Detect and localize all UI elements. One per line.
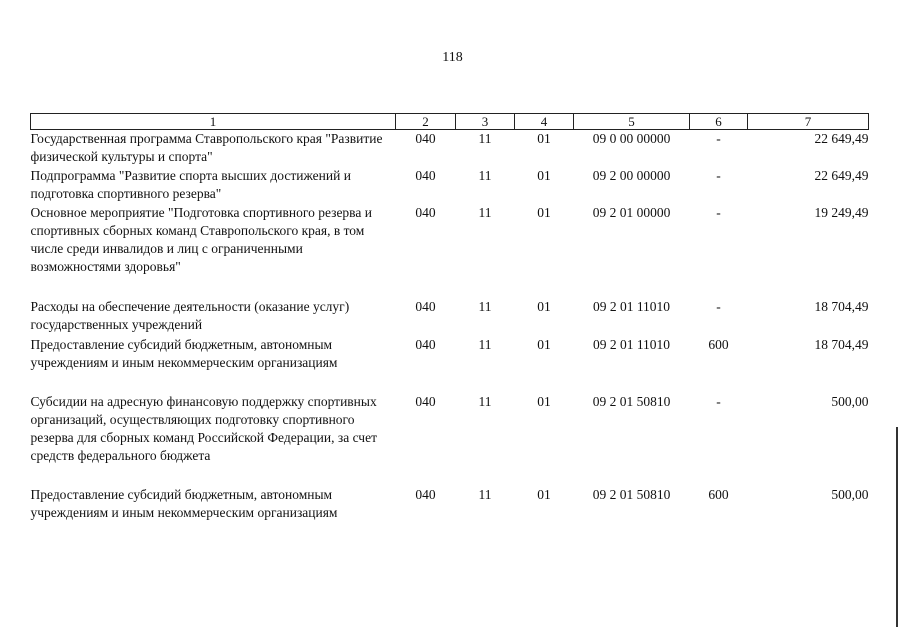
- header-row: [31, 114, 869, 130]
- row-col-4: 01: [537, 131, 551, 146]
- row-col-7: 19 249,49: [814, 204, 869, 220]
- row-name: Основное мероприятие "Подготовка спортивного резерва и спортивных сборных команд Ставропольского края, в том числе среди инвалидов и лиц с ограниченными возможностями здоровья": [30, 204, 372, 274]
- row-col-5: 09 2 00 00000: [592, 167, 671, 183]
- row-name: Субсидии на адресную финансовую поддержку спортивных организаций, осуществляющих подготовку спортивного резерва для сборных команд Российской Федерации, за счет средств федерального бюджета: [30, 393, 377, 463]
- row-col-4: 01: [537, 204, 551, 220]
- row-col-5: 09 2 01 50810: [592, 486, 671, 502]
- row-col-3: 11: [478, 336, 492, 352]
- table-row: [31, 167, 869, 204]
- row-col-7: 18 704,49: [814, 298, 869, 314]
- row-col-3: 11: [478, 393, 492, 409]
- row-col-7: 22 649,49: [814, 131, 869, 146]
- row-col-2: 040: [415, 204, 436, 220]
- table-row: [31, 486, 869, 526]
- page-number: 118: [442, 50, 463, 65]
- row-col-6: 600: [708, 336, 729, 352]
- row-name: Подпрограмма "Развитие спорта высших достижений и подготовка спортивного резерва": [30, 167, 351, 201]
- row-col-7: 500,00: [831, 486, 869, 502]
- row-col-3: 11: [478, 167, 492, 183]
- row-col-7: 22 649,49: [814, 167, 869, 183]
- column-header-2: 2: [396, 114, 456, 130]
- row-col-6: -: [716, 204, 721, 220]
- budget-table: [30, 113, 869, 526]
- row-col-6: -: [716, 298, 721, 314]
- row-col-4: 01: [537, 486, 551, 502]
- column-header-7: 7: [748, 114, 869, 130]
- row-col-6: -: [716, 131, 721, 146]
- row-col-3: 11: [478, 204, 492, 220]
- row-col-5: 09 2 01 11010: [592, 336, 671, 352]
- column-header-1: 1: [31, 114, 396, 130]
- column-header-4: 4: [515, 114, 574, 130]
- row-col-2: 040: [415, 336, 436, 352]
- row-col-4: 01: [537, 298, 551, 314]
- row-col-3: 11: [478, 298, 492, 314]
- row-name: Предоставление субсидий бюджетным, автономным учреждениям и иным некоммерческим организациям: [30, 486, 338, 520]
- column-header-6: 6: [690, 114, 748, 130]
- row-col-5: 09 2 01 11010: [592, 298, 671, 314]
- row-col-2: 040: [415, 393, 436, 409]
- row-name: Расходы на обеспечение деятельности (оказание услуг) государственных учреждений: [30, 298, 350, 332]
- row-col-4: 01: [537, 167, 551, 183]
- row-col-5: 09 0 00 00000: [592, 131, 671, 146]
- table-row: [31, 130, 869, 167]
- column-header-5: 5: [574, 114, 690, 130]
- row-col-4: 01: [537, 393, 551, 409]
- table-row: [31, 298, 869, 336]
- row-col-2: 040: [415, 298, 436, 314]
- row-col-5: 09 2 01 50810: [592, 393, 671, 409]
- row-col-3: 11: [478, 131, 492, 146]
- table-row: [31, 336, 869, 393]
- row-col-2: 040: [415, 131, 436, 146]
- table-row: [31, 393, 869, 486]
- row-col-6: 600: [708, 486, 729, 502]
- row-col-5: 09 2 01 00000: [592, 204, 671, 220]
- row-name: Предоставление субсидий бюджетным, автономным учреждениям и иным некоммерческим организациям: [30, 336, 338, 370]
- row-col-7: 500,00: [831, 393, 869, 409]
- row-col-2: 040: [415, 167, 436, 183]
- table-row: [31, 204, 869, 298]
- column-header-3: 3: [456, 114, 515, 130]
- row-col-7: 18 704,49: [814, 336, 869, 352]
- row-col-2: 040: [415, 486, 436, 502]
- scan-edge-line: [896, 427, 898, 627]
- row-col-4: 01: [537, 336, 551, 352]
- row-name: Государственная программа Ставропольского края "Развитие физической культуры и спорта": [30, 131, 383, 164]
- row-col-6: -: [716, 167, 721, 183]
- row-col-3: 11: [478, 486, 492, 502]
- row-col-6: -: [716, 393, 721, 409]
